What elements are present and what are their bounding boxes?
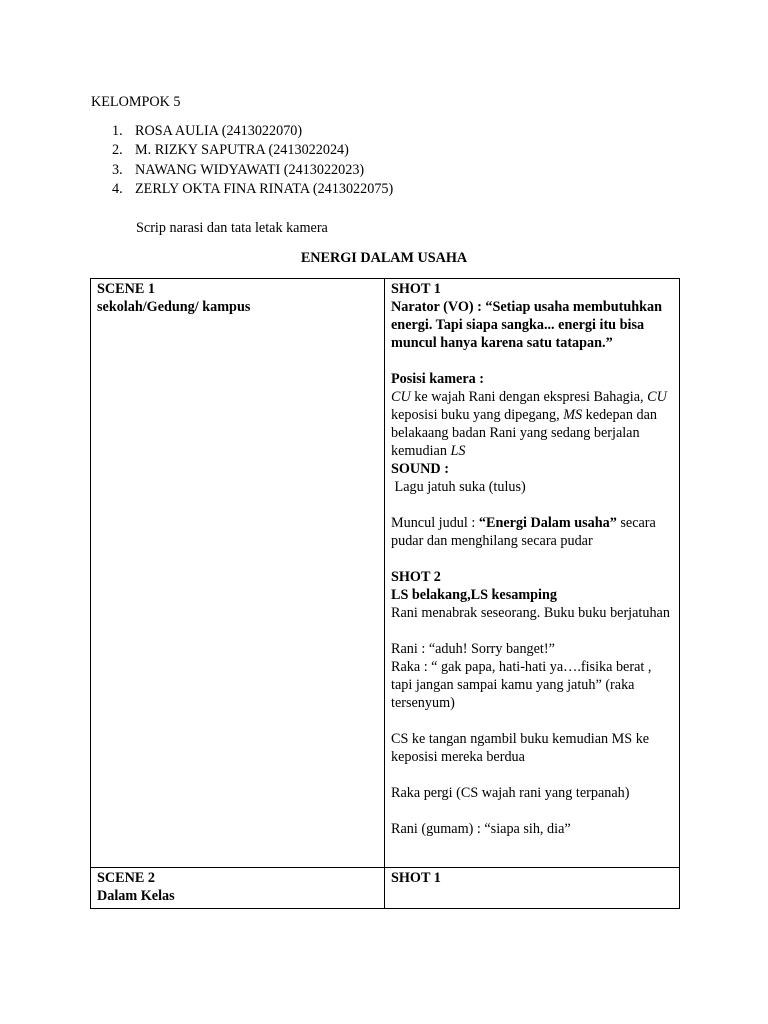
scene-heading: SCENE 1 [97,281,155,297]
list-item [112,141,393,160]
action-line: Rani menabrak seseorang. Buku buku berjatuhan [391,605,670,621]
script-table [90,278,680,909]
scene-cell [91,279,385,868]
shot-cell [385,279,680,868]
camera-angle: LS belakang,LS kesamping [391,587,557,603]
group-title: KELOMPOK 5 [91,94,181,110]
sound-text: Lagu jatuh suka (tulus) [391,479,526,495]
shot-cell [385,868,680,909]
document-subtitle: Scrip narasi dan tata letak kamera [136,220,328,236]
camera-note: CS ke tangan ngambil buku kemudian MS ke keposisi mereka berdua [391,731,650,765]
dialogue-line: Rani (gumam) : “siapa sih, dia” [391,821,571,837]
dialogue-line: Rani : “aduh! Sorry banget!” [391,641,555,657]
list-number: 4. [112,180,123,197]
list-item [112,122,393,141]
camera-description: CU ke wajah Rani dengan ekspresi Bahagia, CU keposisi buku yang dipegang, MS kedepan dan belakaang badan Rani yang sedang berjalan kemudian LS [391,389,667,459]
member-name: NAWANG WIDYAWATI (2413022023) [135,161,365,178]
camera-label: Posisi kamera : [391,371,484,387]
narrator-line: Narator (VO) : “Setiap usaha membutuhkan energi. Tapi siapa sangka... energi itu bisa muncul hanya karena satu tatapan.” [391,299,663,351]
shot-heading: SHOT 1 [391,281,441,297]
table-row [91,279,680,868]
member-name: ZERLY OKTA FINA RINATA (2413022075) [135,180,394,197]
table-row [91,868,680,909]
shot-heading: SHOT 2 [391,569,441,585]
list-number: 1. [112,123,123,139]
action-line: Raka pergi (CS wajah rani yang terpanah) [391,785,630,801]
scene-heading: SCENE 2 [97,870,155,886]
dialogue-line: Raka : “ gak papa, hati-hati ya….fisika berat , tapi jangan sampai kamu yang jatuh” (raka tersenyum) [391,659,652,711]
sound-label: SOUND : [391,461,449,477]
list-item [112,180,393,199]
list-number: 3. [112,161,123,178]
member-name: M. RIZKY SAPUTRA (2413022024) [135,142,349,159]
scene-location: sekolah/Gedung/ kampus [97,299,251,315]
list-item [112,161,393,180]
list-number: 2. [112,142,123,159]
member-list [112,122,393,199]
scene-cell [91,868,385,909]
member-name: ROSA AULIA (2413022070) [135,123,303,139]
shot-heading: SHOT 1 [391,870,441,886]
title-line: Muncul judul : “Energi Dalam usaha” secara pudar dan menghilang secara pudar [391,515,656,549]
document-title: ENERGI DALAM USAHA [300,250,468,266]
scene-location: Dalam Kelas [97,888,175,904]
